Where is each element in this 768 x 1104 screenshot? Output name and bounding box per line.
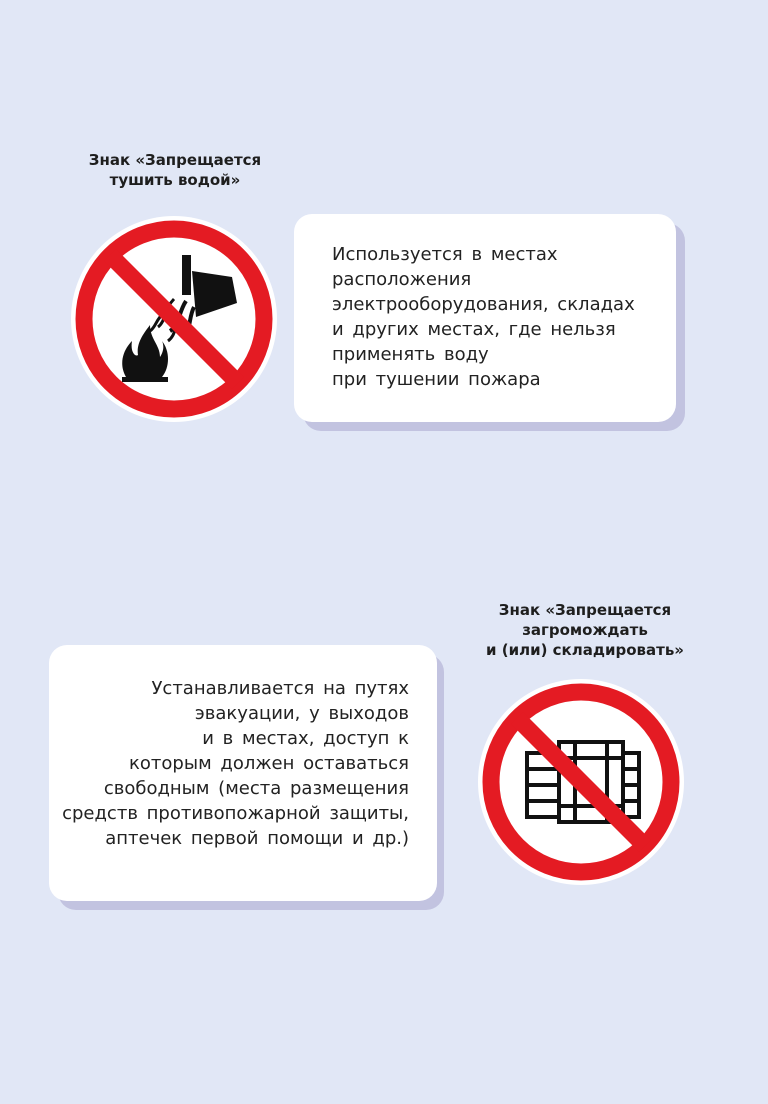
description-line: свободным (места размещения <box>103 778 409 799</box>
description-card-no-water <box>294 214 676 422</box>
description-line: электрооборудования, складах <box>332 294 635 315</box>
sign-title-no-obstruction <box>460 600 710 660</box>
description-line: и других местах, где нельзя <box>332 319 616 340</box>
no-extinguish-with-water-sign-icon <box>70 215 278 423</box>
description-line: Используется в местах <box>332 244 558 265</box>
no-obstruction-storage-sign-icon <box>477 678 685 886</box>
description-line: которым должен оставаться <box>129 753 409 774</box>
description-line: аптечек первой помощи и др.) <box>105 828 409 849</box>
description-line: при тушении пожара <box>332 369 541 390</box>
description-line: применять воду <box>332 344 489 365</box>
title-line: Знак «Запрещается <box>88 151 262 169</box>
title-line: Знак «Запрещается <box>498 601 672 619</box>
description-line: и в местах, доступ к <box>202 728 409 749</box>
title-line: и (или) складировать» <box>485 641 684 659</box>
description-line: расположения <box>332 269 472 290</box>
description-line: средств противопожарной защиты, <box>62 803 409 824</box>
sign-title-no-water <box>70 150 280 190</box>
title-line: загромождать <box>522 621 648 639</box>
title-line: тушить водой» <box>109 171 241 189</box>
description-line: Устанавливается на путях <box>151 678 409 699</box>
description-line: эвакуации, у выходов <box>194 703 409 724</box>
description-card-no-obstruction <box>49 645 437 901</box>
